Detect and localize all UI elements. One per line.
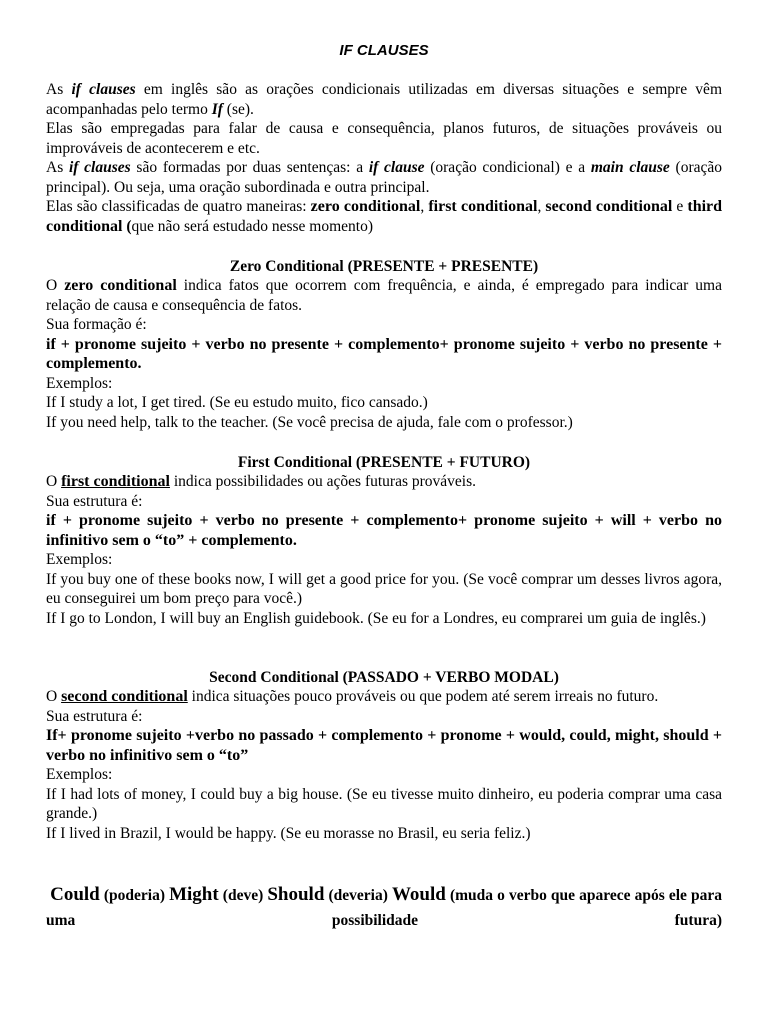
text: (deve)	[218, 887, 268, 904]
term-second-conditional: second conditional	[545, 198, 673, 215]
text: e	[672, 198, 688, 215]
first-description	[46, 472, 722, 492]
text: indica fatos que ocorrem com frequência, e ainda, é empregado para indicar uma relação de causa e consequência de fatos.	[46, 277, 722, 314]
first-formula: if + pronome sujeito + verbo no presente + complemento+ pronome sujeito + will + verbo no infinitivo sem o “to” + complemento.	[46, 512, 722, 549]
zero-example-1: If I study a lot, I get tired. (Se eu estudo muito, fico cansado.)	[46, 394, 428, 411]
zero-examples-label: Exemplos:	[46, 374, 113, 392]
text: As	[46, 81, 72, 98]
text: Elas são classificadas de quatro maneiras:	[46, 198, 311, 215]
text: indica situações pouco prováveis ou que podem até serem irreais no futuro.	[187, 688, 659, 705]
modal-might: Might	[169, 884, 219, 905]
term-main-clause: main clause	[590, 159, 670, 176]
text: (deveria)	[324, 887, 392, 904]
term-zero-conditional: zero conditional	[310, 198, 421, 215]
zero-conditional-heading: Zero Conditional (PRESENTE + PRESENTE)	[229, 258, 539, 275]
term-second-conditional: second conditional	[61, 688, 188, 705]
text: (se).	[222, 100, 254, 118]
text: ,	[537, 198, 546, 215]
second-example-1: If I had lots of money, I could buy a big house. (Se eu tivesse muito dinheiro, eu poderia comprar uma casa grande.)	[46, 785, 722, 822]
zero-example-2: If you need help, talk to the teacher. (Se você precisa de ajuda, fale com o professor.)	[46, 413, 573, 431]
text: (muda o verbo que aparece após ele para uma possibilidade futura)	[46, 887, 723, 929]
modal-verbs-note	[46, 882, 722, 933]
first-structure-label: Sua estrutura é:	[46, 492, 143, 510]
intro-paragraph-4	[46, 197, 722, 236]
text: O	[46, 688, 62, 705]
text: As	[46, 159, 69, 176]
modal-should: Should	[267, 884, 325, 905]
term-zero-conditional: zero conditional	[64, 277, 177, 294]
text: indica possibilidades ou ações futuras prováveis.	[169, 473, 477, 490]
text: em inglês são as orações condicionais utilizadas em diversas situações e sempre vêm acompanhadas pelo termo	[46, 81, 722, 118]
second-structure-label: Sua estrutura é:	[46, 707, 143, 725]
second-conditional-heading: Second Conditional (PASSADO + VERBO MODAL)	[209, 669, 559, 686]
first-example-1: If you buy one of these books now, I will get a good price for you. (Se você comprar um desses livros agora, eu conseguirei um bom preço para você.)	[46, 570, 722, 607]
intro-paragraph-3	[46, 158, 722, 197]
text: (oração principal). Ou seja, uma oração subordinada e outra principal.	[46, 159, 723, 196]
first-conditional-section	[46, 472, 722, 628]
term-if-clauses: if clauses	[68, 159, 131, 176]
intro-paragraph-2: Elas são empregadas para falar de causa e consequência, planos futuros, de situações prováveis ou improváveis de acontecerem e etc.	[46, 120, 722, 157]
term-if-clause: if clause	[368, 159, 425, 176]
first-conditional-heading: First Conditional (PRESENTE + FUTURO)	[237, 454, 531, 471]
modal-would: Would	[391, 884, 446, 905]
term-if-clauses: if clauses	[71, 81, 136, 98]
text: O	[46, 473, 62, 490]
second-description	[46, 687, 722, 707]
first-examples-label: Exemplos:	[46, 551, 113, 568]
first-example-2: If I go to London, I will buy an English guidebook. (Se eu for a Londres, eu comprarei um guia de inglês.)	[46, 609, 706, 627]
modal-could: Could	[50, 884, 100, 905]
term-if: If	[211, 100, 223, 118]
term-first-conditional: first conditional	[61, 473, 170, 490]
modal-verbs-line	[46, 882, 722, 933]
zero-description	[46, 276, 722, 315]
term-first-conditional: first conditional	[428, 198, 538, 215]
second-examples-label: Exemplos:	[46, 766, 113, 783]
page-title: IF CLAUSES	[339, 42, 429, 59]
zero-conditional-section	[46, 276, 722, 432]
second-conditional-section	[46, 687, 722, 843]
second-formula: If+ pronome sujeito +verbo no passado + complemento + pronome + would, could, might, should + verbo no infinitivo sem o “to”	[46, 727, 722, 764]
text: O	[46, 277, 65, 294]
intro-paragraph-1	[46, 80, 722, 119]
text: ,	[420, 198, 429, 215]
intro-section	[46, 80, 722, 236]
second-example-2: If I lived in Brazil, I would be happy. (Se eu morasse no Brasil, eu seria feliz.)	[46, 824, 531, 842]
text: (oração condicional) e a	[424, 159, 591, 176]
zero-formula: if + pronome sujeito + verbo no presente + complemento+ pronome sujeito + verbo no presente + complemento.	[46, 335, 722, 372]
text: que não será estudado nesse momento)	[131, 217, 373, 235]
text: (poderia)	[99, 887, 170, 904]
text: (	[122, 217, 132, 235]
term-third-conditional: third conditional	[46, 198, 723, 235]
text: são formadas por duas sentenças: a	[130, 159, 369, 176]
zero-formation-label: Sua formação é:	[46, 316, 147, 333]
